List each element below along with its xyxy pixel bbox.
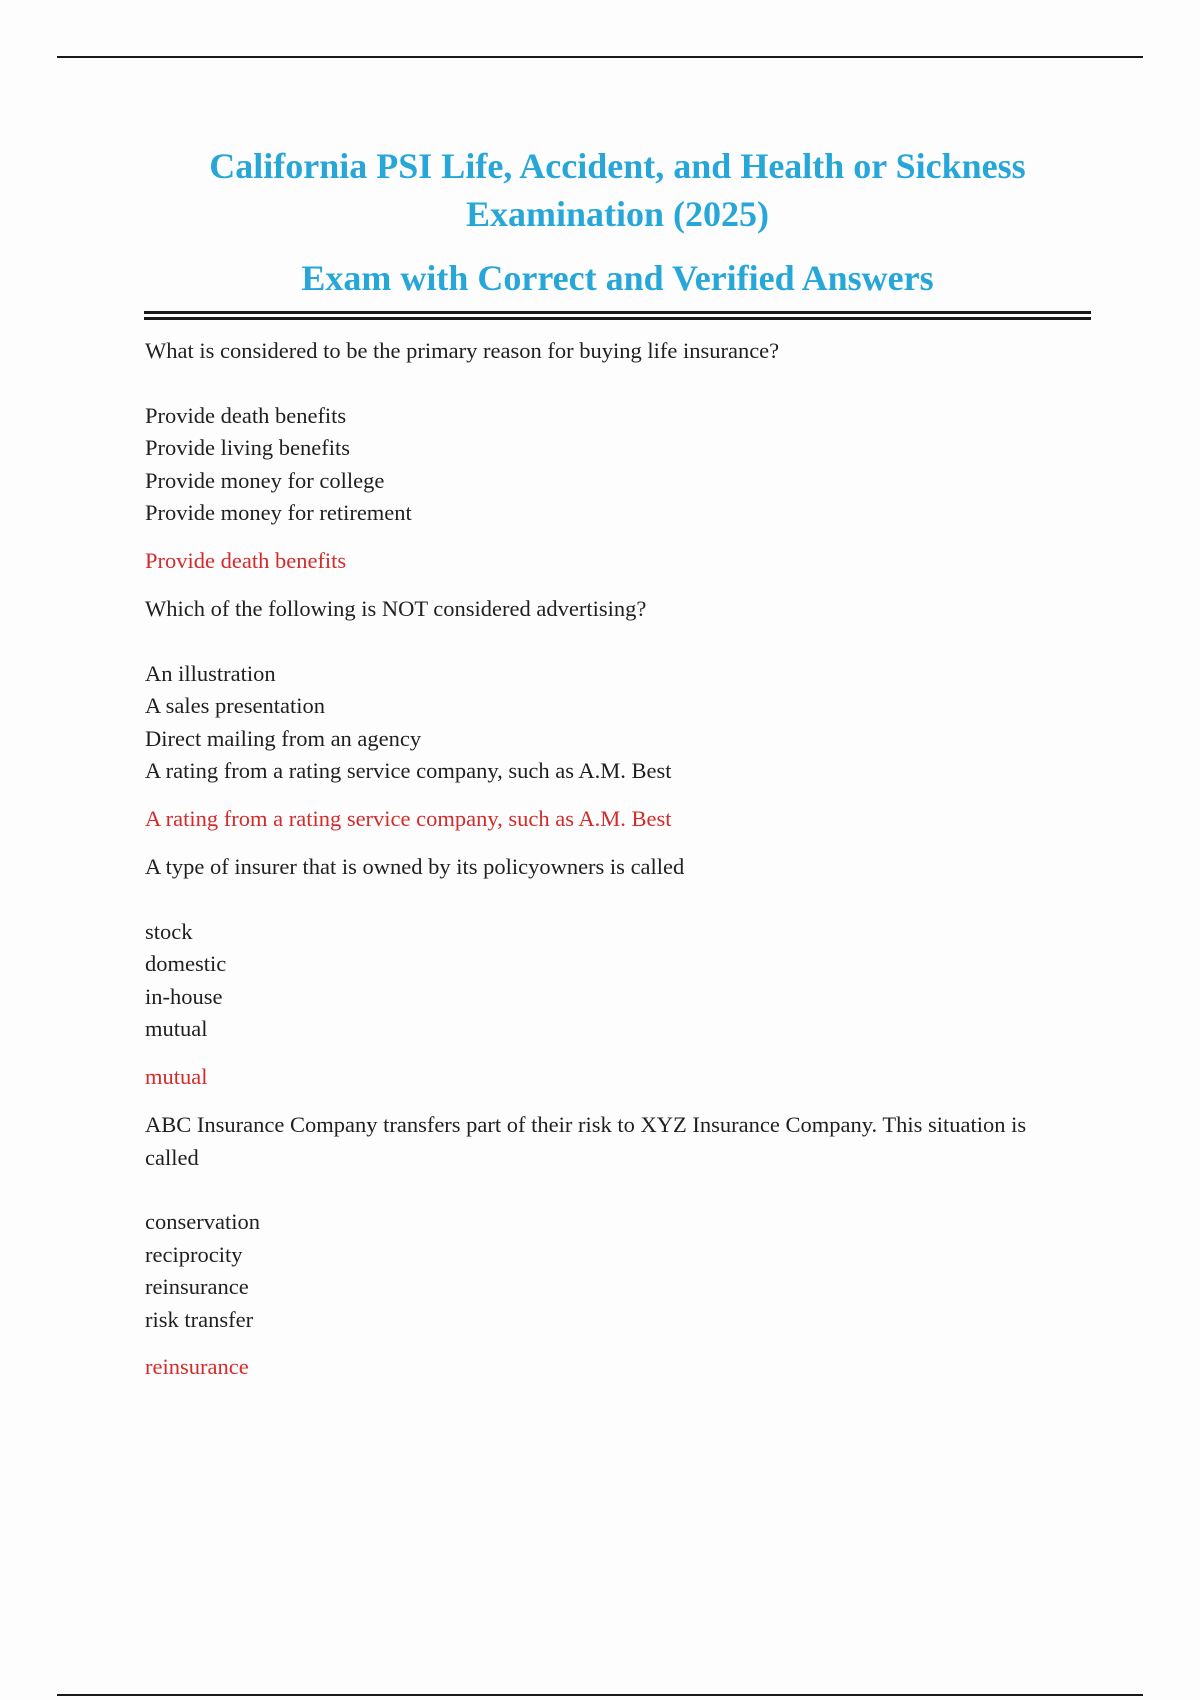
question-block xyxy=(145,1109,1080,1384)
document-header xyxy=(140,142,1095,302)
correct-answer: A rating from a rating service company, such as A.M. Best xyxy=(145,805,672,831)
option-item: A sales presentation xyxy=(145,693,325,718)
question-block xyxy=(145,593,1080,835)
document-title-line-2: Examination (2025) xyxy=(465,194,769,234)
question-text: Which of the following is NOT considered advertising? xyxy=(145,596,647,621)
document-subtitle: Exam with Correct and Verified Answers xyxy=(301,258,934,298)
question-block xyxy=(145,851,1080,1093)
page-top-rule xyxy=(57,56,1143,58)
option-item: Provide money for college xyxy=(145,467,385,493)
option-item: A rating from a rating service company, such as A.M. Best xyxy=(145,758,672,783)
option-item: risk transfer xyxy=(145,1306,254,1332)
question-text: A type of insurer that is owned by its policyowners is called xyxy=(145,854,685,879)
option-list xyxy=(145,658,1080,788)
option-item: reinsurance xyxy=(145,1274,249,1299)
question-text: ABC Insurance Company transfers part of their risk to XYZ Insurance Company. This situation is called xyxy=(145,1112,1027,1170)
option-item: An illustration xyxy=(145,660,276,686)
question-text: What is considered to be the primary reason for buying life insurance? xyxy=(145,338,780,363)
option-item: mutual xyxy=(145,1016,208,1041)
option-item: in-house xyxy=(145,983,223,1009)
question-block xyxy=(145,335,1080,577)
page-bottom-rule xyxy=(57,1694,1143,1696)
option-item: conservation xyxy=(145,1209,260,1234)
option-list xyxy=(145,916,1080,1046)
option-item: reciprocity xyxy=(145,1241,243,1267)
question-list xyxy=(145,335,1080,1400)
option-item: Provide death benefits xyxy=(145,402,347,428)
option-item: Provide living benefits xyxy=(145,435,350,460)
correct-answer: Provide death benefits xyxy=(145,547,347,573)
option-item: Provide money for retirement xyxy=(145,500,412,525)
correct-answer: mutual xyxy=(145,1063,208,1089)
header-double-rule xyxy=(144,311,1091,320)
option-list xyxy=(145,400,1080,530)
option-item: domestic xyxy=(145,951,227,976)
option-item: Direct mailing from an agency xyxy=(145,725,422,751)
correct-answer: reinsurance xyxy=(145,1354,249,1379)
document-title-line-1: California PSI Life, Accident, and Health or Sickness xyxy=(209,146,1026,186)
option-item: stock xyxy=(145,918,193,944)
option-list xyxy=(145,1206,1080,1336)
